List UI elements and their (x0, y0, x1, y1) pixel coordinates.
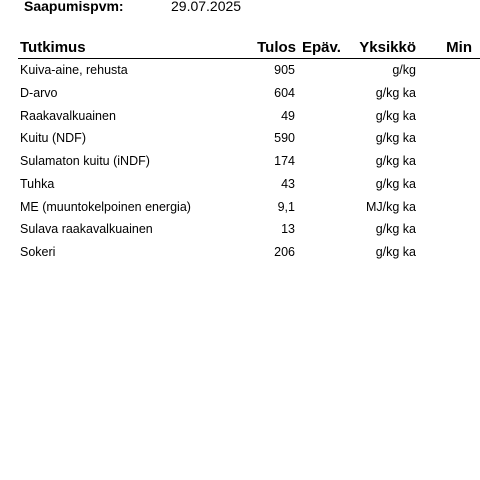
test-result: 174 (274, 154, 295, 168)
test-name: ME (muuntokelpoinen energia) (20, 199, 191, 214)
table-row (0, 59, 480, 82)
test-unit: g/kg ka (375, 108, 416, 123)
test-unit: MJ/kg ka (365, 199, 416, 214)
test-name: Kuitu (NDF) (20, 131, 86, 146)
table-row (0, 82, 480, 105)
table-row (0, 218, 480, 241)
column-header-deviation: Epäv. (302, 39, 341, 56)
test-result: 604 (274, 85, 295, 100)
test-unit: g/kg ka (375, 85, 416, 100)
results-table-body (0, 59, 480, 264)
arrival-date-row (0, 0, 480, 15)
test-result: 13 (281, 222, 295, 237)
test-name: Sulamaton kuitu (iNDF) (20, 154, 150, 168)
test-result: 590 (274, 131, 295, 146)
table-row (0, 173, 480, 196)
test-name: Tuhka (20, 176, 55, 191)
test-result: 49 (281, 108, 295, 123)
table-row (0, 105, 480, 128)
test-unit: g/kg ka (375, 154, 416, 168)
test-unit: g/kg ka (375, 245, 416, 259)
test-unit: g/kg (392, 63, 416, 77)
test-result: 206 (274, 245, 295, 259)
column-header-unit: Yksikkö (359, 39, 416, 56)
column-header-test: Tutkimus (20, 39, 86, 56)
table-row (0, 150, 480, 173)
table-row (0, 241, 480, 264)
arrival-date-value: 29.07.2025 (171, 0, 242, 14)
test-name: Sulava raakavalkuainen (20, 222, 153, 237)
table-row (0, 127, 480, 150)
test-result: 905 (274, 63, 295, 77)
column-header-result: Tulos (257, 39, 296, 56)
test-name: Kuiva-aine, rehusta (20, 63, 128, 77)
column-header-min: Min (446, 39, 472, 56)
test-name: Sokeri (20, 245, 56, 259)
test-name: Raakavalkuainen (20, 108, 116, 123)
test-name: D-arvo (20, 85, 58, 100)
table-row (0, 196, 480, 219)
test-unit: g/kg ka (375, 176, 416, 191)
arrival-date-label: Saapumispvm: (24, 0, 124, 14)
test-result: 9,1 (277, 199, 295, 214)
results-table-header (0, 38, 480, 60)
test-result: 43 (281, 176, 295, 191)
test-unit: g/kg ka (375, 131, 416, 146)
test-unit: g/kg ka (375, 222, 416, 237)
